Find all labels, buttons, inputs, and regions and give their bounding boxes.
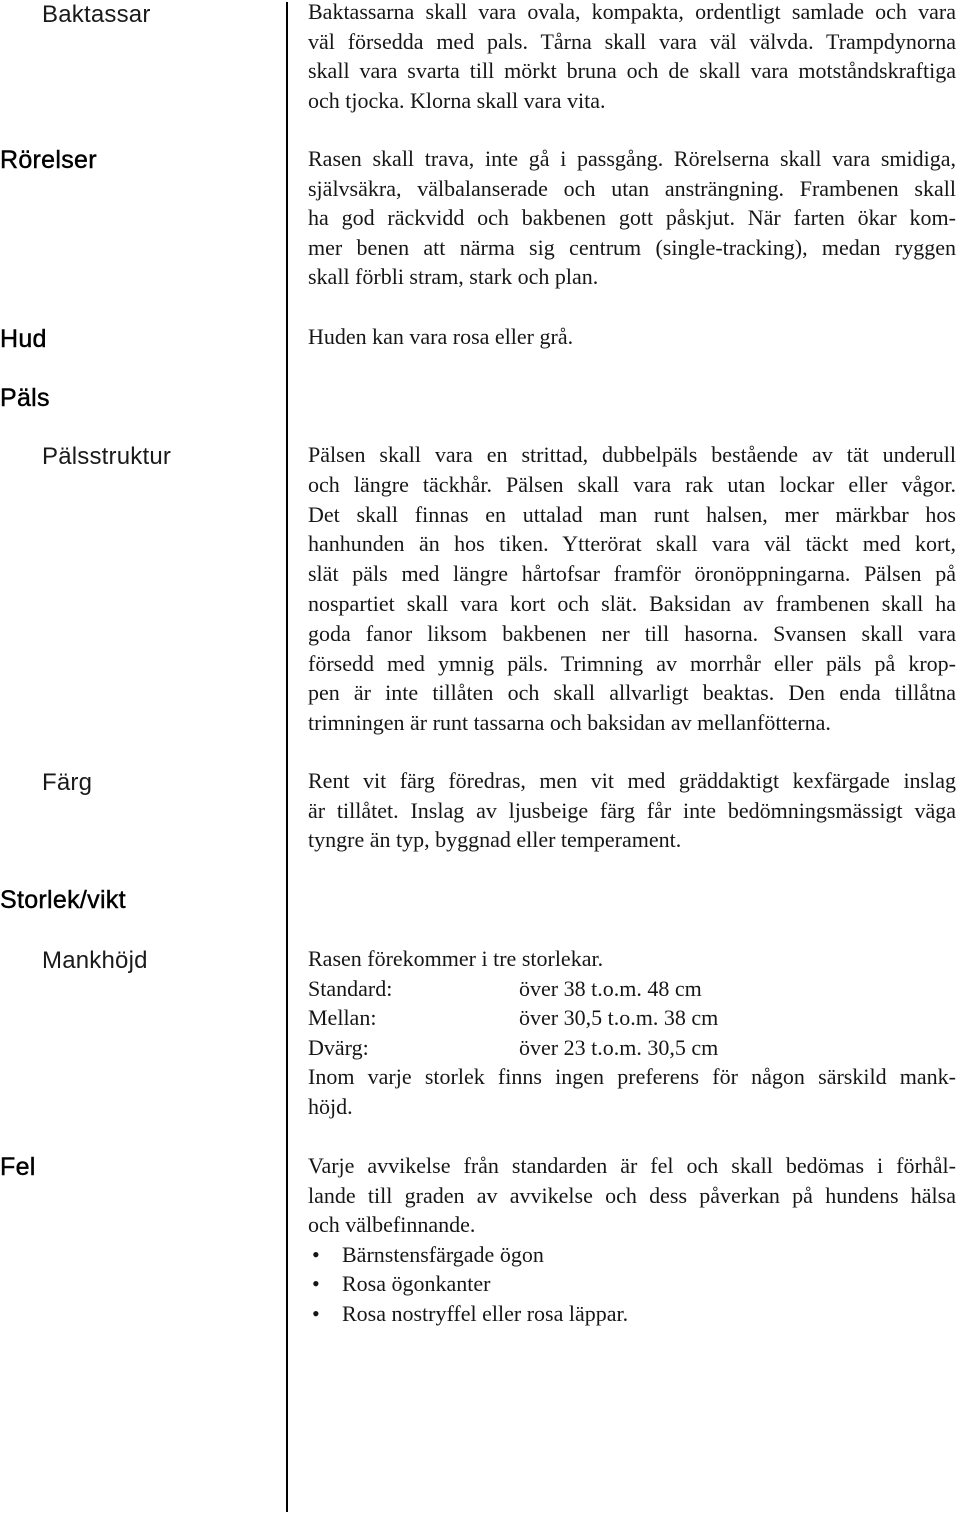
text-line: pen är inte tillåten och skall allvarligt beaktas. Den enda tillåtna xyxy=(308,680,956,706)
size-row-dvarg xyxy=(308,1033,956,1063)
text-line: Det skall finnas en uttalad man runt halsen, mer märkbar hos xyxy=(308,501,956,527)
list-item-text: Rosa nostryffel eller rosa läppar. xyxy=(342,1300,629,1326)
list-item xyxy=(308,1299,956,1329)
list-item xyxy=(308,1240,956,1270)
column-divider xyxy=(286,2,288,1512)
size-value: över 30,5 t.o.m. 38 cm xyxy=(519,1005,719,1031)
text-line: och tjocka. Klorna skall vara vita. xyxy=(308,87,606,113)
bullet-icon xyxy=(312,1299,320,1329)
paragraph-farg xyxy=(308,766,956,855)
text-line: lande till graden av avvikelse och dess påverkan på hundens hälsa xyxy=(308,1182,956,1208)
size-intro: Rasen förekommer i tre storlekar. xyxy=(308,946,604,971)
list-item-text: Bärnstensfärgade ögon xyxy=(342,1241,544,1267)
text-line: mer benen att närma sig centrum (single-tracking), medan ryggen xyxy=(308,234,956,260)
text-line: nospartiet skall vara kort och slät. Baksidan av frambenen skall ha xyxy=(308,590,956,616)
heading-fel: Fel xyxy=(0,1153,36,1181)
text-line: Inom varje storlek finns ingen preferens för någon särskild mank- xyxy=(308,1064,956,1090)
text-line: Huden kan vara rosa eller grå. xyxy=(308,324,574,349)
size-note xyxy=(308,1062,956,1121)
text-line: skall vara svarta till mörkt bruna och de skall vara motståndskraftiga xyxy=(308,58,956,84)
text-line: tyngre än typ, byggnad eller temperament. xyxy=(308,827,682,853)
text-line: Pälsen skall vara en strittad, dubbelpäls bestående av tät underull xyxy=(308,442,956,467)
paragraph-palsstruktur xyxy=(308,440,956,738)
text-line: självsäkra, välbalanserade och utan ansträngning. Frambenen skall xyxy=(308,175,956,201)
subheading-farg: Färg xyxy=(42,769,93,796)
text-line: väl försedda med pals. Tårna skall vara väl välvda. Trampdynorna xyxy=(308,28,956,54)
text-line: Baktassarna skall vara ovala, kompakta, ordentligt samlade och vara xyxy=(308,0,956,24)
size-value: över 23 t.o.m. 30,5 cm xyxy=(519,1034,719,1060)
text-line: höjd. xyxy=(308,1093,353,1119)
text-line: ha god räckvidd och bakbenen gott påskjut. När farten ökar kom- xyxy=(308,205,956,231)
text-line: trimningen är runt tassarna och baksidan av mellanfötterna. xyxy=(308,710,831,736)
paragraph-mankhojd xyxy=(308,944,956,1122)
bullet-icon xyxy=(312,1240,320,1270)
paragraph-rorelser xyxy=(308,144,956,292)
text-line: och välbefinnande. xyxy=(308,1212,476,1238)
paragraph-hud xyxy=(308,322,956,352)
text-line: skall förbli stram, stark och plan. xyxy=(308,264,599,290)
text-line: försedd med ymnig päls. Trimning av morrhår eller päls på krop- xyxy=(308,650,956,676)
list-item-text: Rosa ögonkanter xyxy=(342,1271,491,1297)
heading-pals: Päls xyxy=(0,384,50,412)
text-line: hanhunden än hos tiken. Ytterörat skall vara väl täckt med kort, xyxy=(308,531,956,557)
size-label: Dvärg: xyxy=(308,1034,369,1060)
subheading-mankhojd: Mankhöjd xyxy=(42,947,148,974)
text-line: goda fanor liksom bakbenen ner till hasorna. Svansen skall vara xyxy=(308,620,956,646)
heading-storlek-vikt: Storlek/vikt xyxy=(0,886,126,914)
heading-rorelser: Rörelser xyxy=(0,146,97,174)
text-line: Rasen skall trava, inte gå i passgång. Rörelserna skall vara smidiga, xyxy=(308,146,956,171)
text-line: slät päls med längre hårtofsar framför öronöppningarna. Pälsen på xyxy=(308,561,956,587)
subheading-palsstruktur: Pälsstruktur xyxy=(42,443,172,470)
text-line: och längre täckhår. Pälsen skall vara rak utan lockar eller vågor. xyxy=(308,471,956,497)
size-label: Mellan: xyxy=(308,1005,377,1031)
bullet-icon xyxy=(312,1269,320,1299)
size-label: Standard: xyxy=(308,975,393,1001)
subheading-baktassar: Baktassar xyxy=(42,1,151,28)
heading-hud: Hud xyxy=(0,325,47,353)
text-line: Rent vit färg föredras, men vit med gräddaktigt kexfärgade inslag xyxy=(308,768,956,793)
list-item xyxy=(308,1269,956,1299)
text-line: Varje avvikelse från standarden är fel och skall bedömas i förhål- xyxy=(308,1153,956,1178)
size-row-mellan xyxy=(308,1003,956,1033)
size-row-standard xyxy=(308,974,956,1004)
text-line: är tillåtet. Inslag av ljusbeige färg får inte bedömningsmässigt väga xyxy=(308,797,956,823)
fel-text xyxy=(308,1151,956,1240)
paragraph-fel xyxy=(308,1151,956,1329)
size-value: över 38 t.o.m. 48 cm xyxy=(519,975,702,1001)
paragraph-baktassar xyxy=(308,0,956,115)
